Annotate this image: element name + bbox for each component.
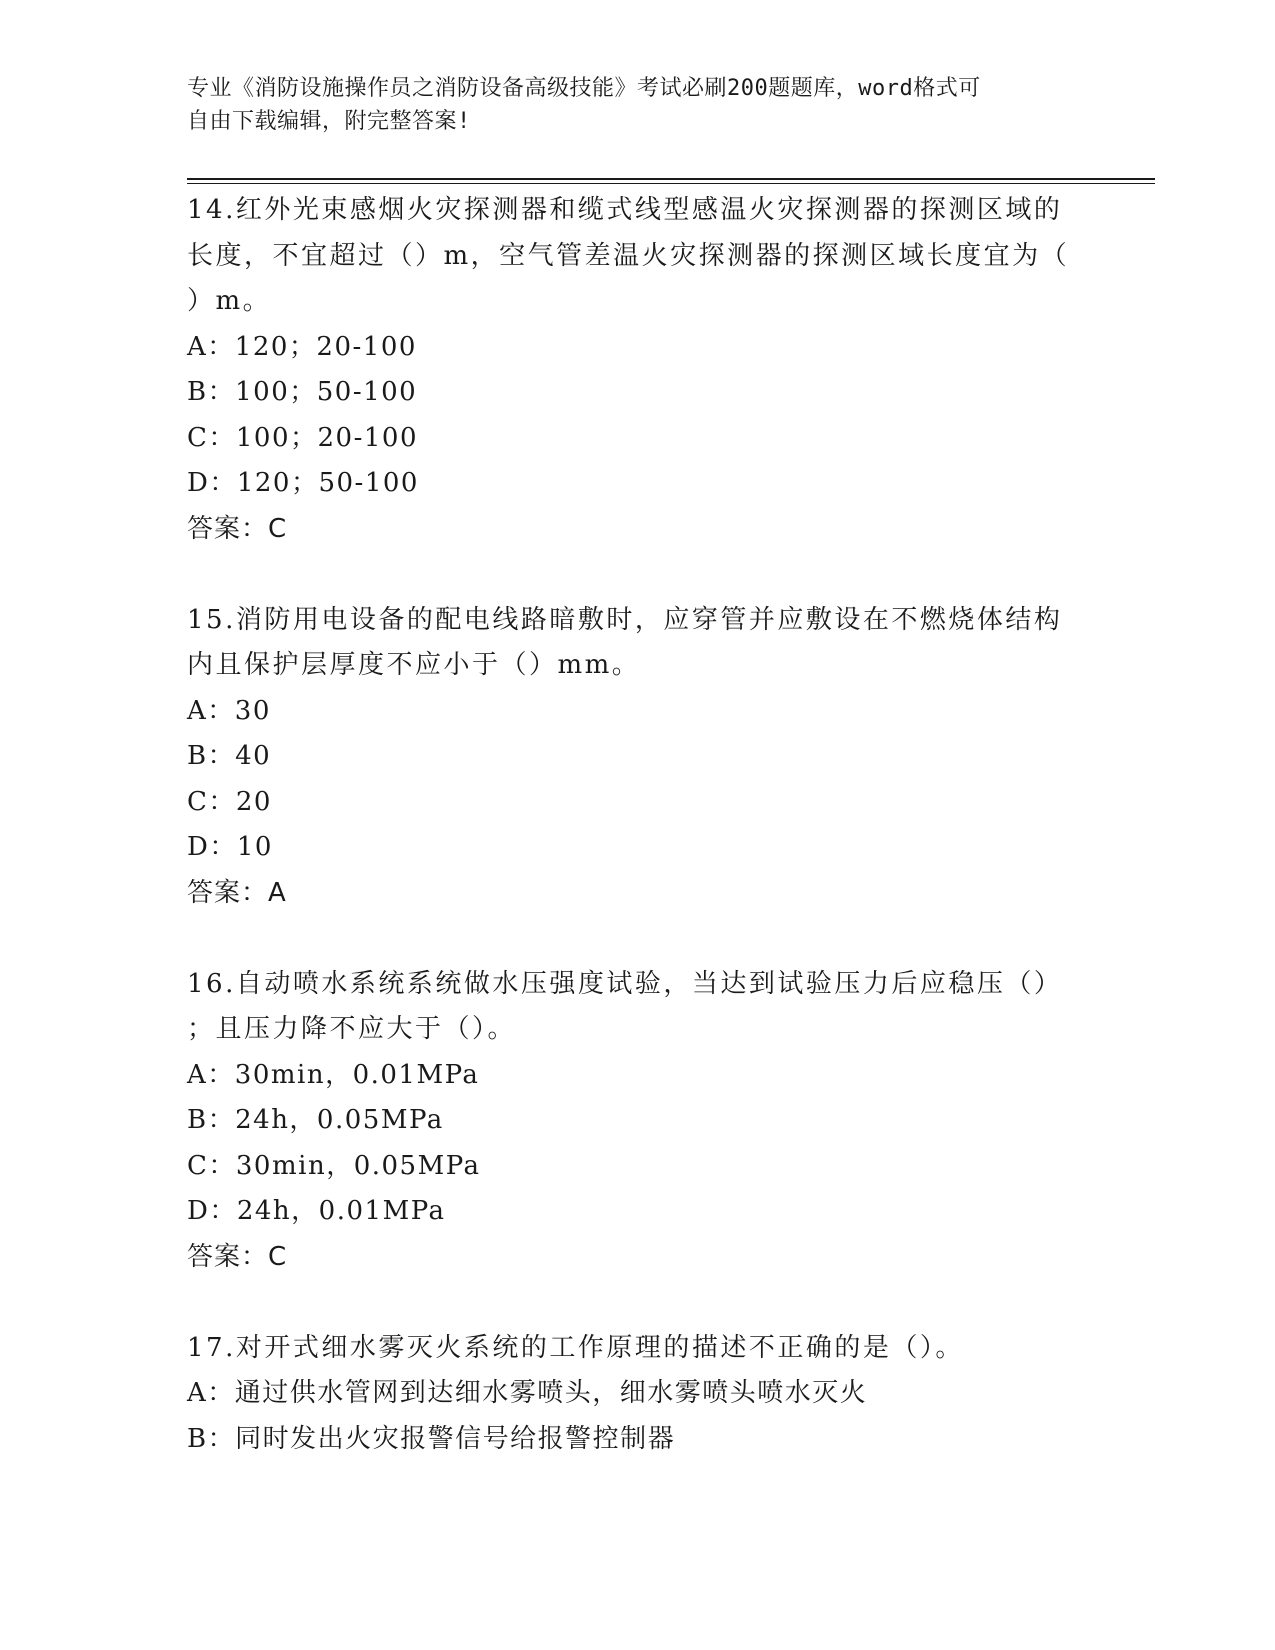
option-a: A：30min，0.01MPa [187, 1059, 480, 1090]
option-d: D：120；50-100 [187, 468, 419, 498]
question-15 [187, 598, 1087, 917]
answer: 答案：C [187, 513, 288, 544]
option-a: A：120；20-100 [187, 331, 417, 362]
question-text-line: 15.消防用电设备的配电线路暗敷时，应穿管并应敷设在不燃烧体结构 [187, 604, 1063, 635]
document-header [187, 72, 1067, 138]
question-spacer [187, 552, 1087, 598]
question-list [187, 188, 1087, 1462]
header-line-1: 专业《消防设施操作员之消防设备高级技能》考试必刷200题题库，word格式可 [187, 76, 981, 101]
question-text-line: 16.自动喷水系统系统做水压强度试验，当达到试验压力后应稳压（） [187, 968, 1063, 999]
question-text-line: 内且保护层厚度不应小于（）mm。 [187, 650, 641, 680]
question-text-line: ；且压力降不应大于（）。 [187, 1014, 517, 1044]
option-c: C：30min，0.05MPa [187, 1150, 481, 1181]
option-c: C：100；20-100 [187, 422, 419, 453]
question-spacer [187, 916, 1087, 962]
question-text-line: 长度，不宜超过（）m，空气管差温火灾探测器的探测区域长度宜为（ [187, 240, 1070, 271]
header-divider-thick [187, 178, 1155, 180]
header-divider-thin [187, 183, 1155, 184]
answer: 答案：A [187, 877, 287, 908]
option-d: D：10 [187, 832, 273, 862]
question-spacer [187, 1280, 1087, 1326]
question-17 [187, 1326, 1087, 1463]
header-line-2: 自由下载编辑，附完整答案! [187, 109, 471, 134]
question-text-line: 14.红外光束感烟火灾探测器和缆式线型感温火灾探测器的探测区域的 [187, 195, 1063, 225]
option-b: B：24h，0.05MPa [187, 1105, 444, 1135]
option-c: C：20 [187, 786, 272, 817]
option-b: B：100；50-100 [187, 377, 418, 407]
question-text-line: ）m。 [187, 286, 272, 316]
question-16 [187, 962, 1087, 1281]
option-a: A：通过供水管网到达细水雾喷头，细水雾喷头喷水灭火 [187, 1378, 868, 1408]
option-a: A：30 [187, 695, 271, 726]
answer: 答案：C [187, 1241, 288, 1272]
question-text-line: 17.对开式细水雾灭火系统的工作原理的描述不正确的是（）。 [187, 1332, 964, 1363]
option-d: D：24h，0.01MPa [187, 1196, 446, 1226]
question-14 [187, 188, 1087, 552]
option-b: B：同时发出火灾报警信号给报警控制器 [187, 1423, 676, 1454]
option-b: B：40 [187, 741, 272, 771]
